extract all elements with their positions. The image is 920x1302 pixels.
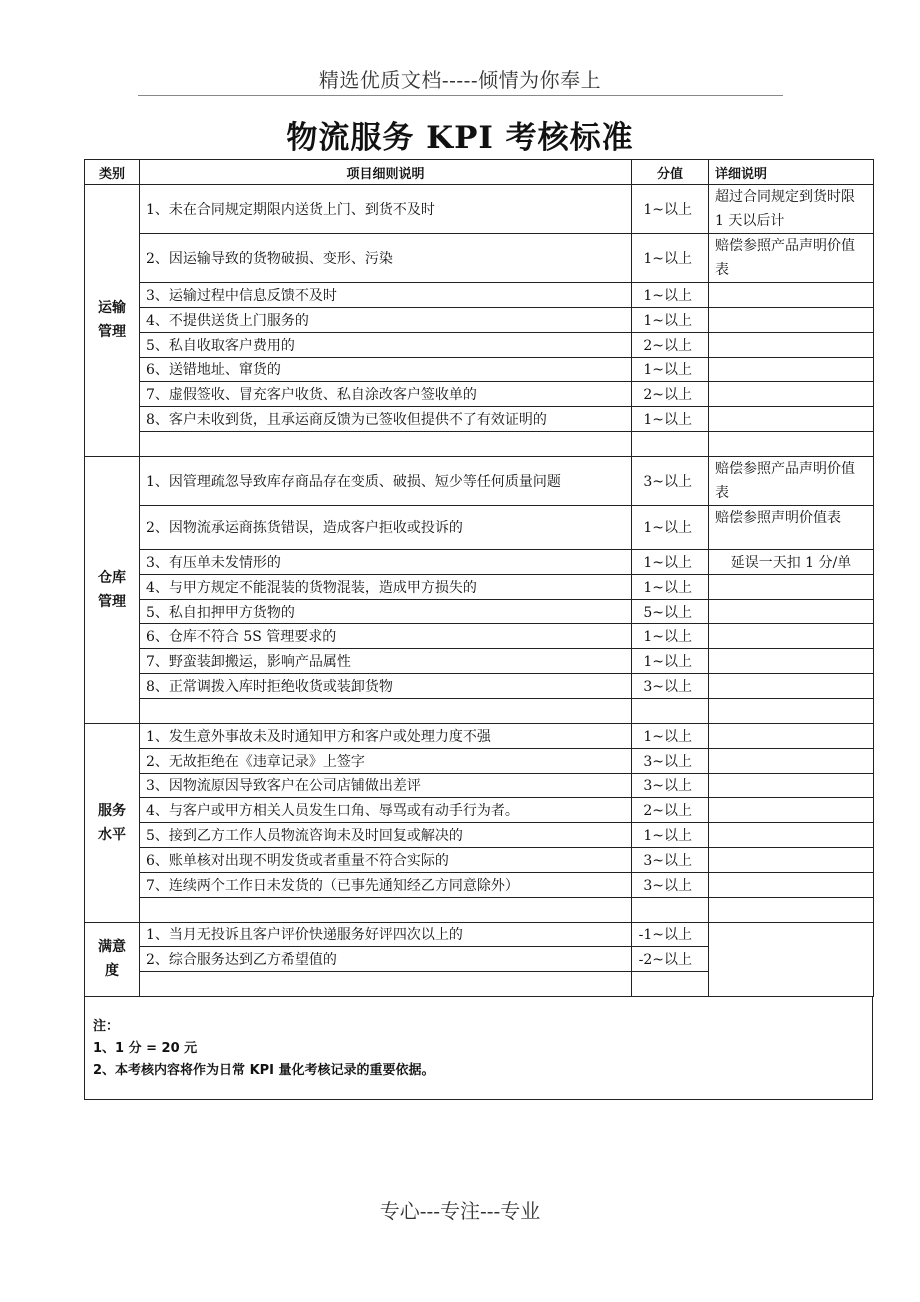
table-row — [85, 307, 874, 332]
detail-cell — [709, 307, 874, 332]
item-cell: 3、有压单未发情形的 — [140, 549, 632, 574]
item-cell: 3、运输过程中信息反馈不及时 — [140, 283, 632, 308]
table-row — [85, 456, 874, 505]
detail-cell — [709, 872, 874, 897]
detail-cell — [709, 407, 874, 432]
table-row — [85, 505, 874, 549]
detail-cell: 超过合同规定到货时限 1 天以后计 — [709, 185, 874, 234]
item-cell: 6、送错地址、窜货的 — [140, 357, 632, 382]
item-cell: 4、与客户或甲方相关人员发生口角、辱骂或有动手行为者。 — [140, 798, 632, 823]
score-cell: 1~以上 — [632, 723, 709, 748]
score-cell: 3~以上 — [632, 674, 709, 699]
detail-cell: 赔偿参照产品声明价值表 — [709, 234, 874, 283]
table-row — [85, 773, 874, 798]
detail-cell: 延误一天扣 1 分/单 — [709, 549, 874, 574]
item-cell: 1、当月无投诉且客户评价快递服务好评四次以上的 — [140, 922, 632, 947]
table-row — [85, 624, 874, 649]
score-cell: 1~以上 — [632, 407, 709, 432]
score-cell: 5~以上 — [632, 599, 709, 624]
score-cell: 1~以上 — [632, 234, 709, 283]
score-cell: 1~以上 — [632, 624, 709, 649]
item-cell: 1、发生意外事故未及时通知甲方和客户或处理力度不强 — [140, 723, 632, 748]
item-cell: 8、客户未收到货，且承运商反馈为已签收但提供不了有效证明的 — [140, 407, 632, 432]
table-row — [85, 357, 874, 382]
header-rule — [138, 95, 783, 96]
notes-title: 注： — [93, 1019, 120, 1034]
score-cell: -2~以上 — [632, 947, 709, 972]
score-cell: 3~以上 — [632, 748, 709, 773]
empty-row — [85, 897, 874, 922]
score-cell: 1~以上 — [632, 549, 709, 574]
item-cell: 7、连续两个工作日未发货的（已事先通知经乙方同意除外） — [140, 872, 632, 897]
score-cell: 2~以上 — [632, 382, 709, 407]
detail-cell: 赔偿参照声明价值表 — [709, 505, 874, 549]
category-satisfaction — [85, 922, 140, 997]
item-cell: 5、私自收取客户费用的 — [140, 332, 632, 357]
detail-cell — [709, 332, 874, 357]
item-cell: 1、因管理疏忽导致库存商品存在变质、破损、短少等任何质量问题 — [140, 456, 632, 505]
detail-cell — [709, 599, 874, 624]
table-row — [85, 748, 874, 773]
table-row — [85, 872, 874, 897]
page-header: 精选优质文档-----倾情为你奉上 — [318, 68, 602, 92]
note-line: 2、本考核内容将作为日常 KPI 量化考核记录的重要依据。 — [93, 1063, 435, 1078]
table-header-row — [85, 160, 874, 185]
item-cell: 1、未在合同规定期限内送货上门、到货不及时 — [140, 185, 632, 234]
table-row — [85, 674, 874, 699]
detail-cell — [709, 574, 874, 599]
header-item: 项目细则说明 — [140, 160, 632, 185]
item-cell: 4、不提供送货上门服务的 — [140, 307, 632, 332]
item-cell: 3、因物流原因导致客户在公司店铺做出差评 — [140, 773, 632, 798]
score-cell: 2~以上 — [632, 332, 709, 357]
category-service — [85, 723, 140, 922]
score-cell: 3~以上 — [632, 848, 709, 873]
item-cell: 7、虚假签收、冒充客户收货、私自涂改客户签收单的 — [140, 382, 632, 407]
detail-cell — [709, 848, 874, 873]
table-row — [85, 549, 874, 574]
score-cell: -1~以上 — [632, 922, 709, 947]
category-warehouse — [85, 456, 140, 723]
table-row — [85, 407, 874, 432]
table-row — [85, 185, 874, 234]
detail-cell — [709, 773, 874, 798]
detail-cell: 赔偿参照产品声明价值表 — [709, 456, 874, 505]
detail-cell — [709, 357, 874, 382]
score-cell: 1~以上 — [632, 307, 709, 332]
item-cell: 2、无故拒绝在《违章记录》上签字 — [140, 748, 632, 773]
detail-cell — [709, 283, 874, 308]
item-cell: 2、综合服务达到乙方希望值的 — [140, 947, 632, 972]
score-cell: 2~以上 — [632, 798, 709, 823]
kpi-table — [84, 159, 874, 997]
notes-box — [84, 996, 873, 1100]
item-cell: 5、私自扣押甲方货物的 — [140, 599, 632, 624]
header-detail: 详细说明 — [709, 160, 874, 185]
item-cell: 2、因物流承运商拣货错误，造成客户拒收或投诉的 — [140, 505, 632, 549]
detail-cell — [709, 723, 874, 748]
empty-row — [85, 698, 874, 723]
table-row — [85, 382, 874, 407]
table-row — [85, 723, 874, 748]
table-row — [85, 283, 874, 308]
table-row — [85, 823, 874, 848]
page-title: 物流服务 KPI 考核标准 — [286, 120, 634, 156]
category-label: 运输 管理 — [98, 300, 126, 341]
category-label: 仓库 管理 — [98, 569, 126, 610]
item-cell: 6、仓库不符合 5S 管理要求的 — [140, 624, 632, 649]
empty-row — [85, 432, 874, 457]
detail-cell — [709, 624, 874, 649]
item-cell: 6、账单核对出现不明发货或者重量不符合实际的 — [140, 848, 632, 873]
detail-cell — [709, 823, 874, 848]
detail-cell — [709, 674, 874, 699]
detail-cell — [709, 748, 874, 773]
category-label: 满意 度 — [98, 939, 126, 980]
score-cell: 1~以上 — [632, 283, 709, 308]
item-cell: 7、野蛮装卸搬运，影响产品属性 — [140, 649, 632, 674]
table-row — [85, 798, 874, 823]
item-cell: 5、接到乙方工作人员物流咨询未及时回复或解决的 — [140, 823, 632, 848]
category-transport — [85, 185, 140, 457]
score-cell: 3~以上 — [632, 456, 709, 505]
item-cell: 8、正常调拨入库时拒绝收货或装卸货物 — [140, 674, 632, 699]
detail-cell — [709, 798, 874, 823]
detail-cell — [709, 382, 874, 407]
table-row — [85, 649, 874, 674]
table-row — [85, 848, 874, 873]
item-cell: 4、与甲方规定不能混装的货物混装，造成甲方损失的 — [140, 574, 632, 599]
score-cell: 1~以上 — [632, 505, 709, 549]
score-cell: 1~以上 — [632, 185, 709, 234]
score-cell: 1~以上 — [632, 649, 709, 674]
item-cell: 2、因运输导致的货物破损、变形、污染 — [140, 234, 632, 283]
header-score: 分值 — [632, 160, 709, 185]
page-footer: 专心---专注---专业 — [379, 1199, 541, 1223]
table-row — [85, 234, 874, 283]
table-row — [85, 574, 874, 599]
header-category: 类别 — [85, 160, 140, 185]
score-cell: 1~以上 — [632, 357, 709, 382]
table-row — [85, 599, 874, 624]
score-cell: 1~以上 — [632, 574, 709, 599]
detail-cell — [709, 649, 874, 674]
score-cell: 3~以上 — [632, 773, 709, 798]
category-label: 服务 水平 — [98, 802, 126, 843]
score-cell: 3~以上 — [632, 872, 709, 897]
table-row — [85, 922, 874, 947]
detail-cell — [709, 922, 874, 997]
table-row — [85, 332, 874, 357]
note-line: 1、1 分 = 20 元 — [93, 1041, 198, 1056]
score-cell: 1~以上 — [632, 823, 709, 848]
